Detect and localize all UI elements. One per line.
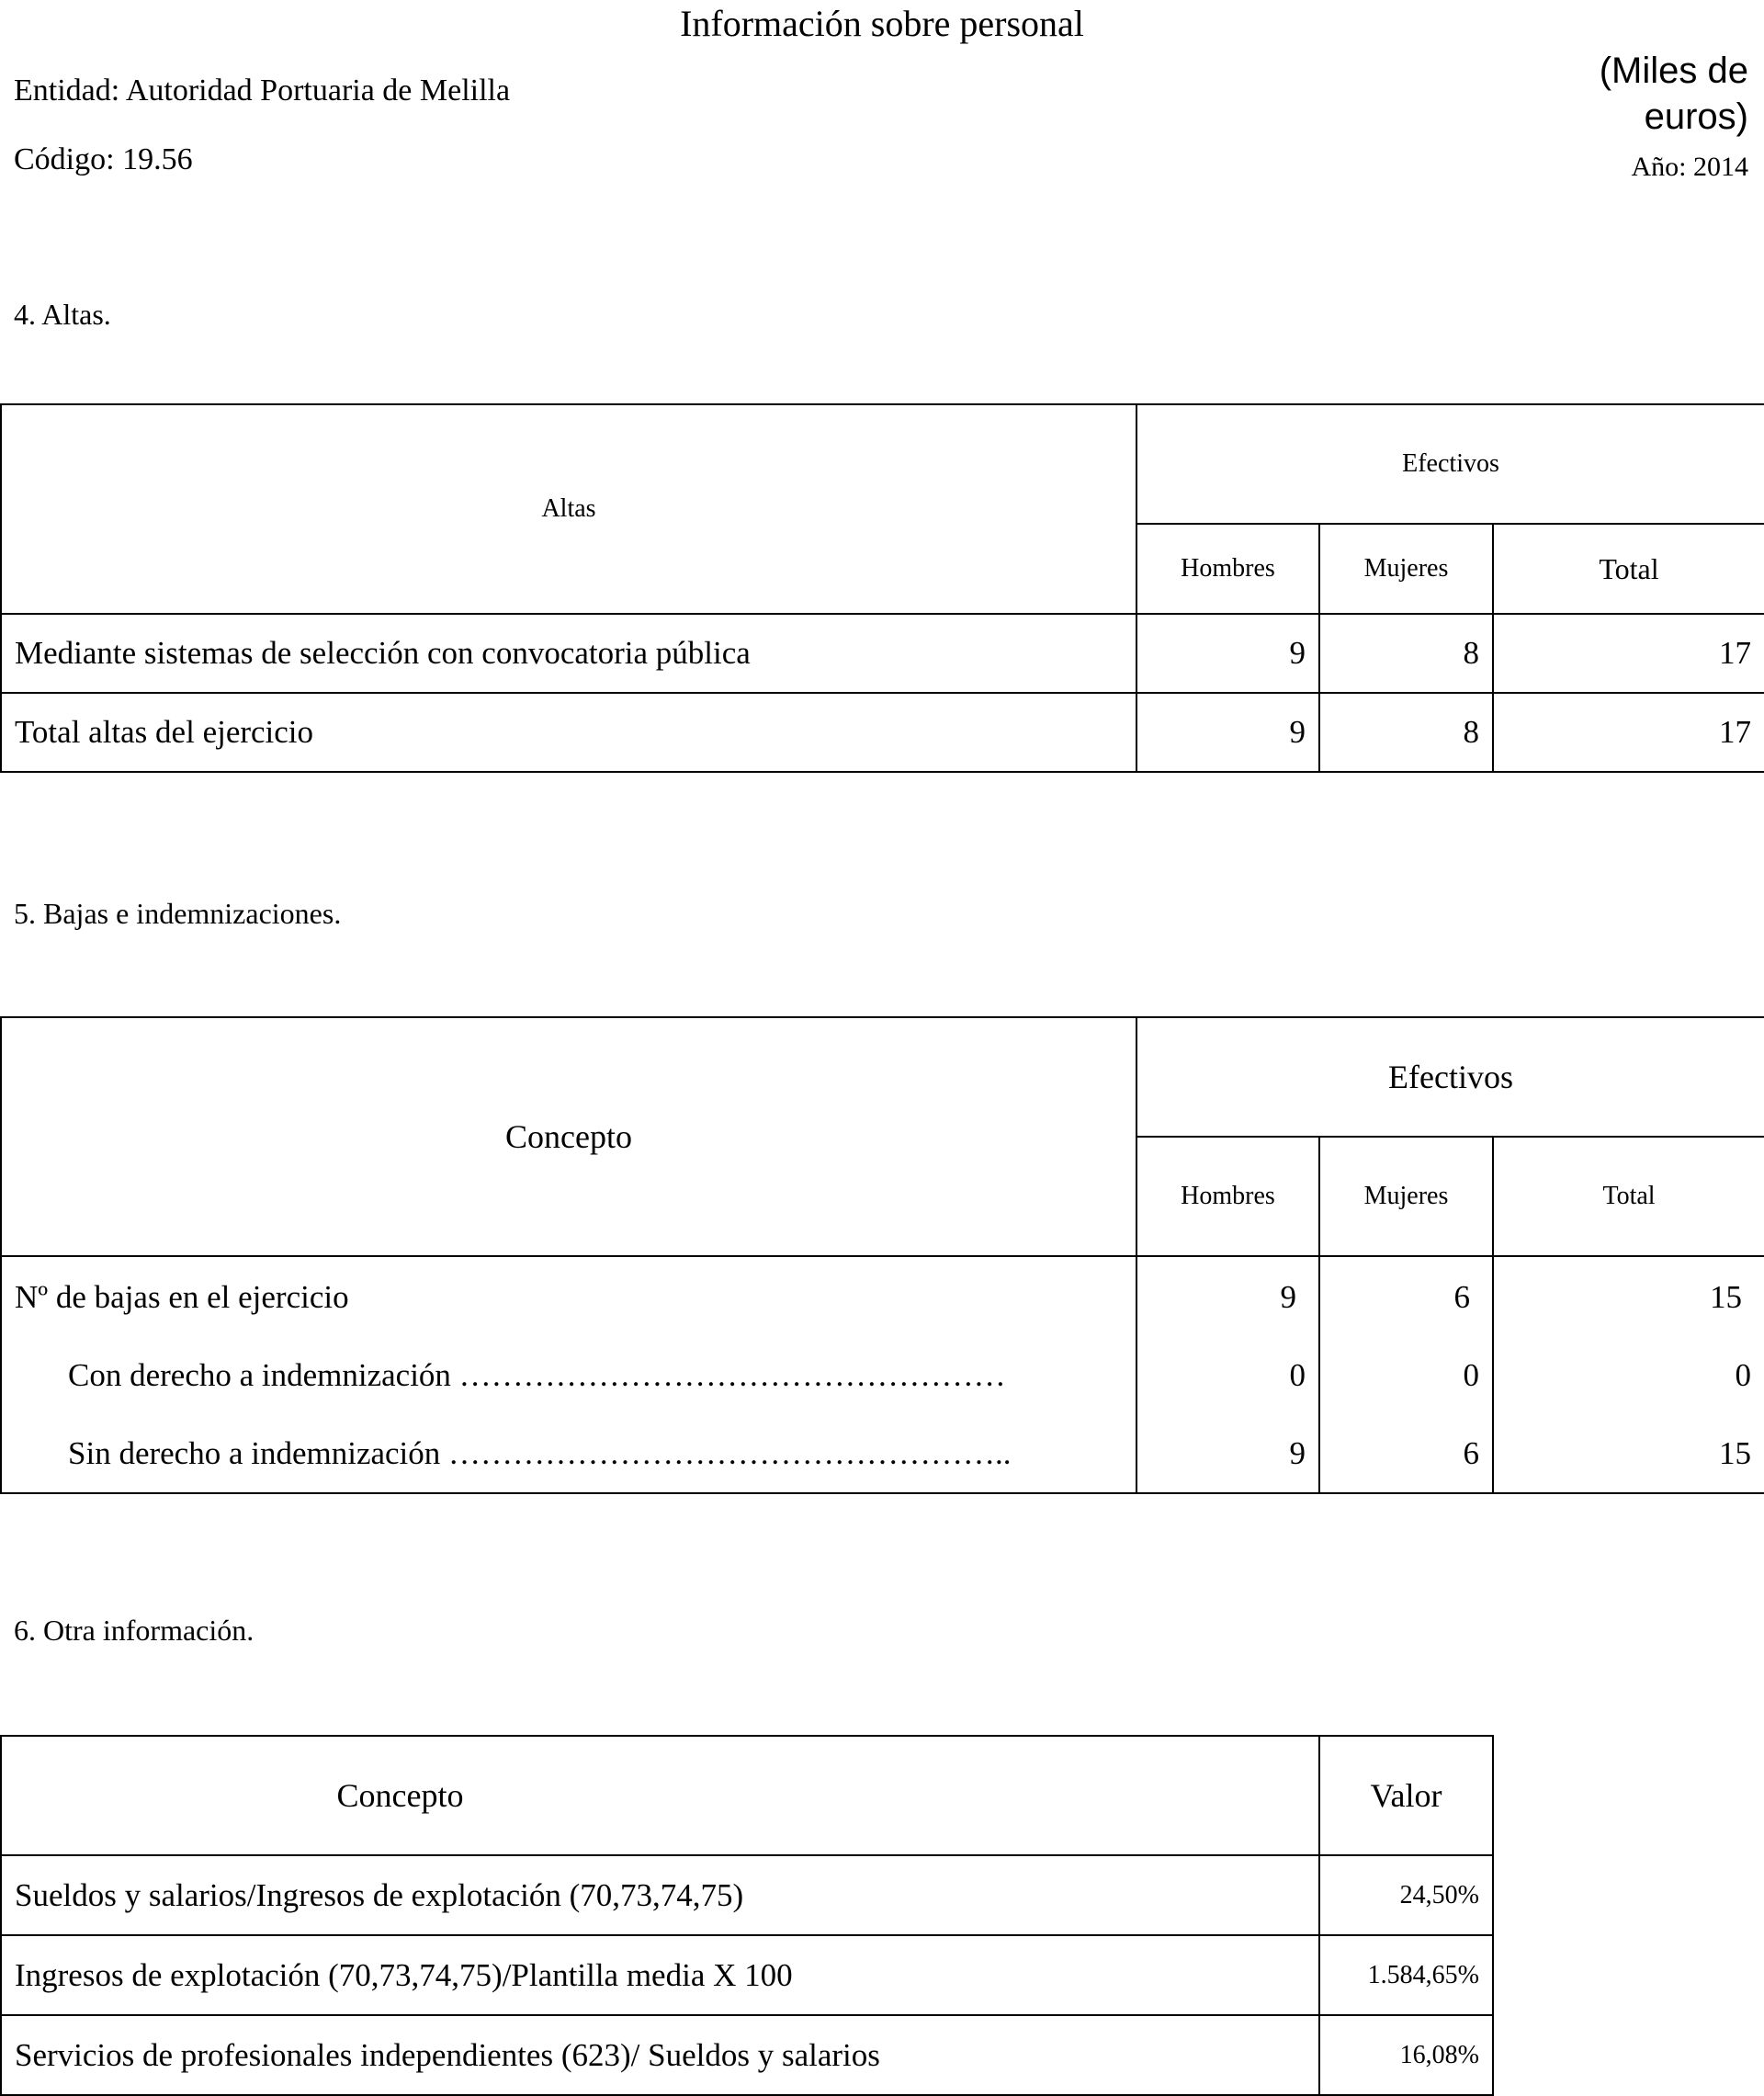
section-5-heading: 5. Bajas e indemnizaciones. <box>14 897 342 930</box>
bajas-header-main: Concepto <box>1 1017 1136 1256</box>
row-mujeres: 6 <box>1319 1414 1493 1493</box>
table-row <box>1 1855 1493 1935</box>
row-value: 16,08% <box>1319 2015 1493 2095</box>
table-row <box>1 1256 1764 1337</box>
row-total: 0 <box>1493 1337 1764 1414</box>
row-hombres: 0 <box>1136 1337 1319 1414</box>
otra-header-valor: Valor <box>1319 1736 1493 1855</box>
altas-table <box>0 403 1764 773</box>
table-row <box>1 1337 1764 1414</box>
table-row <box>1 614 1764 693</box>
altas-header-mujeres: Mujeres <box>1319 524 1493 614</box>
row-total: 17 <box>1493 614 1764 693</box>
altas-header-efectivos: Efectivos <box>1136 404 1764 524</box>
row-total: 17 <box>1493 693 1764 772</box>
row-label: Servicios de profesionales independientes (623)/ Sueldos y salarios <box>1 2015 1319 2095</box>
bajas-header-hombres: Hombres <box>1136 1137 1319 1256</box>
table-row <box>1 1414 1764 1493</box>
altas-header-total: Total <box>1493 524 1764 614</box>
row-mujeres: 8 <box>1319 693 1493 772</box>
altas-header-hombres: Hombres <box>1136 524 1319 614</box>
row-mujeres: 6 <box>1319 1256 1493 1337</box>
row-label: Con derecho a indemnización …………………………………………… <box>1 1337 1136 1414</box>
row-hombres: 9 <box>1136 693 1319 772</box>
bajas-header-mujeres: Mujeres <box>1319 1137 1493 1256</box>
row-hombres: 9 <box>1136 1414 1319 1493</box>
row-label: Total altas del ejercicio <box>1 693 1136 772</box>
bajas-header-total: Total <box>1493 1137 1764 1256</box>
row-mujeres: 8 <box>1319 614 1493 693</box>
row-total: 15 <box>1493 1256 1764 1337</box>
row-mujeres: 0 <box>1319 1337 1493 1414</box>
row-total: 15 <box>1493 1414 1764 1493</box>
row-value: 1.584,65% <box>1319 1935 1493 2015</box>
bajas-table <box>0 1016 1764 1494</box>
row-label: Nº de bajas en el ejercicio <box>1 1256 1136 1337</box>
row-hombres: 9 <box>1136 1256 1319 1337</box>
row-label: Ingresos de explotación (70,73,74,75)/Plantilla media X 100 <box>1 1935 1319 2015</box>
units-label: (Miles de euros) <box>1599 51 1748 137</box>
table-row <box>1 1935 1493 2015</box>
entity-label: Entidad: Autoridad Portuaria de Melilla <box>14 74 511 108</box>
row-value: 24,50% <box>1319 1855 1493 1935</box>
otra-informacion-table <box>0 1735 1494 2096</box>
section-6-heading: 6. Otra información. <box>14 1614 254 1647</box>
row-hombres: 9 <box>1136 614 1319 693</box>
altas-header-main: Altas <box>1 404 1136 614</box>
code-label: Código: 19.56 <box>14 142 193 176</box>
otra-header-concepto: Concepto <box>1 1736 1319 1855</box>
row-label: Sin derecho a indemnización …………………………………………….. <box>1 1414 1136 1493</box>
table-row <box>1 2015 1493 2095</box>
table-row <box>1 693 1764 772</box>
bajas-header-efectivos: Efectivos <box>1136 1017 1764 1137</box>
row-label: Sueldos y salarios/Ingresos de explotación (70,73,74,75) <box>1 1855 1319 1935</box>
row-label: Mediante sistemas de selección con convocatoria pública <box>1 614 1136 693</box>
section-4-heading: 4. Altas. <box>14 298 111 331</box>
year-label: Año: 2014 <box>1631 152 1748 182</box>
page-title: Información sobre personal <box>680 3 1084 44</box>
